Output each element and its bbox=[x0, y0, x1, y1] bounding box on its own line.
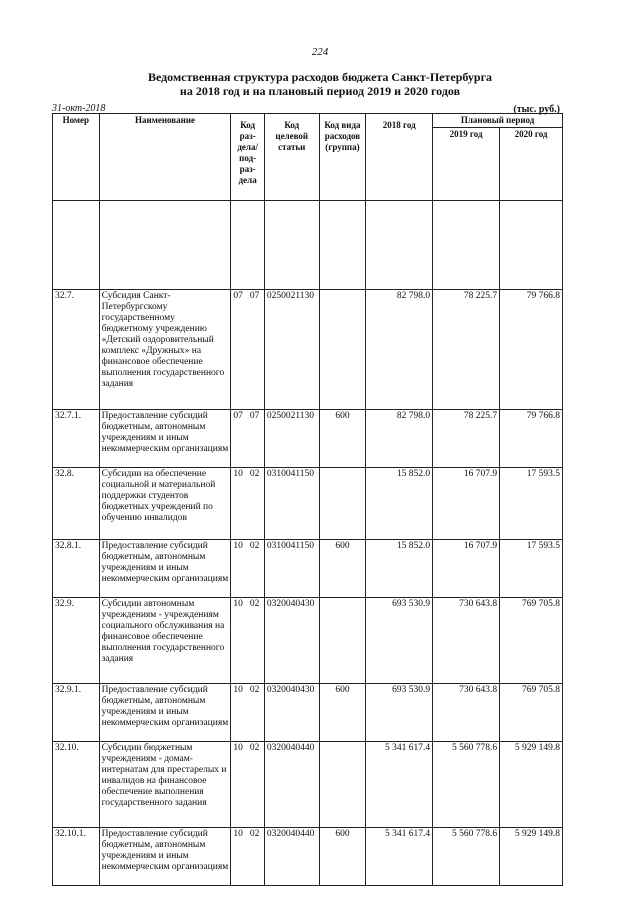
row-vid bbox=[319, 742, 366, 828]
row-name: Предоставление субсидий бюджетным, автономным учреждениям и иным некоммерческим организациям bbox=[99, 684, 231, 742]
row-razdel-code: 10 bbox=[233, 829, 243, 839]
row-name: Предоставление субсидий бюджетным, автономным учреждениям и иным некоммерческим организациям bbox=[99, 828, 231, 886]
row-razdel bbox=[231, 540, 264, 598]
table-row bbox=[53, 828, 563, 886]
header-razdel: Код раз- дела/ под- раз- дела bbox=[231, 114, 264, 201]
row-amount-2020: 5 929 149.8 bbox=[500, 828, 563, 886]
row-razdel bbox=[231, 410, 264, 468]
row-vid: 600 bbox=[319, 828, 366, 886]
row-number: 32.9.1. bbox=[53, 684, 100, 742]
row-amount-2018: 15 852.0 bbox=[366, 468, 433, 540]
budget-table bbox=[52, 113, 563, 886]
row-podrazdel-code: 02 bbox=[249, 599, 260, 609]
row-razdel-code: 10 bbox=[233, 469, 243, 479]
row-vid: 600 bbox=[319, 684, 366, 742]
row-amount-2020: 79 766.8 bbox=[500, 290, 563, 410]
header-name: Наименование bbox=[99, 114, 231, 201]
row-name: Субсидии бюджетным учреждениям - домам-интернатам для престарелых и инвалидов на финансовое обеспечение выполнения государственного задания bbox=[99, 742, 231, 828]
row-name: Субсидии на обеспечение социальной и материальной поддержки студентов бюджетных учреждений по обучению инвалидов bbox=[99, 468, 231, 540]
row-vid bbox=[319, 290, 366, 410]
row-name: Субсидии автономным учреждениям - учреждениям социального обслуживания на финансовое обеспечение выполнения государственного задания bbox=[99, 598, 231, 684]
row-amount-2019: 78 225.7 bbox=[433, 410, 500, 468]
row-amount-2018: 82 798.0 bbox=[366, 290, 433, 410]
row-podrazdel-code: 02 bbox=[249, 541, 260, 551]
document-title-line-1: Ведомственная структура расходов бюджета Санкт-Петербурга bbox=[147, 70, 493, 84]
row-number: 32.8.1. bbox=[53, 540, 100, 598]
row-amount-2020: 17 593.5 bbox=[500, 540, 563, 598]
row-number: 32.7. bbox=[53, 290, 100, 410]
header-planned-period: Плановый период bbox=[433, 114, 563, 128]
header-number: Номер bbox=[53, 114, 100, 201]
row-razdel-code: 07 bbox=[233, 291, 243, 301]
row-tselevoy: 0310041150 bbox=[264, 540, 319, 598]
document-title-line-2: на 2018 год и на плановый период 2019 и 2020 годов bbox=[179, 84, 461, 98]
row-podrazdel-code: 02 bbox=[249, 829, 260, 839]
row-number: 32.10.1. bbox=[53, 828, 100, 886]
spacer-row bbox=[53, 201, 563, 290]
row-razdel bbox=[231, 468, 264, 540]
row-vid: 600 bbox=[319, 410, 366, 468]
row-vid bbox=[319, 598, 366, 684]
table-row bbox=[53, 410, 563, 468]
header-2019: 2019 год bbox=[433, 128, 500, 201]
table-row bbox=[53, 742, 563, 828]
table-row bbox=[53, 598, 563, 684]
row-podrazdel-code: 07 bbox=[249, 291, 260, 301]
row-amount-2018: 693 530.9 bbox=[366, 684, 433, 742]
row-amount-2018: 5 341 617.4 bbox=[366, 742, 433, 828]
header-vid: Код вида расходов (группа) bbox=[319, 114, 366, 201]
row-tselevoy: 0250021130 bbox=[264, 290, 319, 410]
row-razdel bbox=[231, 742, 264, 828]
row-amount-2019: 5 560 778.6 bbox=[433, 742, 500, 828]
row-razdel bbox=[231, 828, 264, 886]
table-row bbox=[53, 684, 563, 742]
row-razdel bbox=[231, 598, 264, 684]
row-amount-2020: 769 705.8 bbox=[500, 598, 563, 684]
row-amount-2020: 769 705.8 bbox=[500, 684, 563, 742]
row-amount-2019: 78 225.7 bbox=[433, 290, 500, 410]
row-podrazdel-code: 02 bbox=[249, 469, 260, 479]
header-tselevoy: Код целевой статьи bbox=[264, 114, 319, 201]
row-number: 32.7.1. bbox=[53, 410, 100, 468]
row-amount-2020: 79 766.8 bbox=[500, 410, 563, 468]
table-row bbox=[53, 290, 563, 410]
row-number: 32.10. bbox=[53, 742, 100, 828]
row-tselevoy: 0250021130 bbox=[264, 410, 319, 468]
row-amount-2018: 82 798.0 bbox=[366, 410, 433, 468]
row-razdel-code: 10 bbox=[233, 685, 243, 695]
header-2020: 2020 год bbox=[500, 128, 563, 201]
row-amount-2020: 17 593.5 bbox=[500, 468, 563, 540]
row-number: 32.8. bbox=[53, 468, 100, 540]
table-body bbox=[53, 201, 563, 886]
row-tselevoy: 0310041150 bbox=[264, 468, 319, 540]
row-razdel-code: 10 bbox=[233, 599, 243, 609]
row-name: Предоставление субсидий бюджетным, автономным учреждениям и иным некоммерческим организациям bbox=[99, 540, 231, 598]
row-tselevoy: 0320040430 bbox=[264, 598, 319, 684]
row-amount-2019: 730 643.8 bbox=[433, 684, 500, 742]
row-amount-2018: 5 341 617.4 bbox=[366, 828, 433, 886]
row-name: Предоставление субсидий бюджетным, автономным учреждениям и иным некоммерческим организациям bbox=[99, 410, 231, 468]
row-amount-2019: 5 560 778.6 bbox=[433, 828, 500, 886]
row-amount-2019: 730 643.8 bbox=[433, 598, 500, 684]
row-podrazdel-code: 02 bbox=[249, 685, 260, 695]
row-amount-2018: 693 530.9 bbox=[366, 598, 433, 684]
row-vid: 600 bbox=[319, 540, 366, 598]
document-date: 31-окт-2018 bbox=[52, 103, 106, 114]
row-podrazdel-code: 07 bbox=[249, 411, 260, 421]
row-tselevoy: 0320040430 bbox=[264, 684, 319, 742]
units-label: (тыс. руб.) bbox=[513, 104, 560, 115]
row-amount-2018: 15 852.0 bbox=[366, 540, 433, 598]
document-title bbox=[40, 70, 600, 98]
row-name: Субсидия Санкт-Петербургскому государственному бюджетному учреждению «Детский оздоровительный комплекс «Дружных» на финансовое обеспечение выполнения государственного задания bbox=[99, 290, 231, 410]
header-2018: 2018 год bbox=[366, 114, 433, 201]
page-number: 224 bbox=[311, 46, 329, 58]
row-amount-2020: 5 929 149.8 bbox=[500, 742, 563, 828]
row-razdel-code: 10 bbox=[233, 541, 243, 551]
row-tselevoy: 0320040440 bbox=[264, 828, 319, 886]
row-razdel bbox=[231, 290, 264, 410]
table-row bbox=[53, 468, 563, 540]
row-razdel-code: 10 bbox=[233, 743, 243, 753]
row-razdel-code: 07 bbox=[233, 411, 243, 421]
row-tselevoy: 0320040440 bbox=[264, 742, 319, 828]
table-row bbox=[53, 540, 563, 598]
row-razdel bbox=[231, 684, 264, 742]
row-vid bbox=[319, 468, 366, 540]
row-podrazdel-code: 02 bbox=[249, 743, 260, 753]
row-amount-2019: 16 707.9 bbox=[433, 540, 500, 598]
row-amount-2019: 16 707.9 bbox=[433, 468, 500, 540]
row-number: 32.9. bbox=[53, 598, 100, 684]
